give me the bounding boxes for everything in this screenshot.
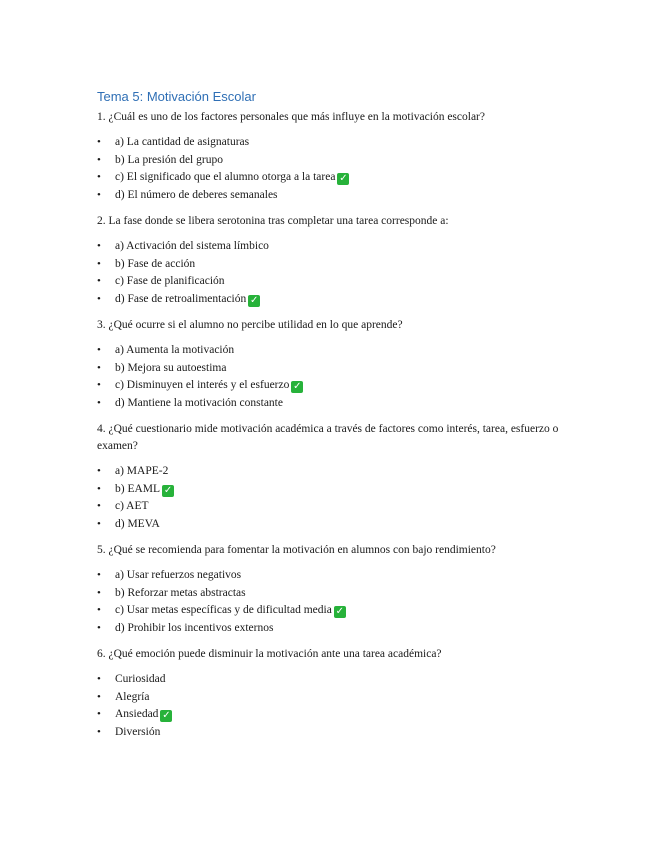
bullet-icon: • bbox=[97, 188, 101, 201]
bullet-icon: • bbox=[97, 708, 101, 720]
bullet-icon: • bbox=[97, 396, 101, 409]
option-label: a) Aumenta la motivación bbox=[115, 344, 235, 356]
correct-answer-check-icon: ✓ bbox=[162, 710, 171, 721]
question-block bbox=[97, 317, 567, 412]
option-item bbox=[97, 377, 567, 395]
option-label: d) Prohibir los incentivos externos bbox=[115, 621, 274, 634]
bullet-icon: • bbox=[97, 379, 101, 391]
option-list bbox=[97, 567, 567, 637]
option-label: Diversión bbox=[115, 725, 161, 738]
option-item bbox=[97, 689, 567, 707]
bullet-icon: • bbox=[97, 257, 101, 270]
bullet-icon: • bbox=[97, 240, 101, 252]
option-item bbox=[97, 585, 567, 603]
option-label: a) Usar refuerzos negativos bbox=[115, 569, 242, 581]
option-item bbox=[97, 516, 567, 534]
option-list bbox=[97, 463, 567, 533]
option-label: a) MAPE-2 bbox=[115, 465, 169, 477]
option-label: a) Activación del sistema límbico bbox=[115, 240, 269, 252]
document-page bbox=[97, 89, 567, 750]
question-text: 4. ¿Qué cuestionario mide motivación académica a través de factores como interés, tarea, esfuerzo o examen? bbox=[97, 423, 559, 452]
option-item bbox=[97, 360, 567, 378]
correct-answer-check-icon: ✓ bbox=[250, 294, 259, 306]
option-label: c) Usar metas específicas y de dificultad media bbox=[115, 604, 332, 616]
option-item bbox=[97, 671, 567, 689]
question-block bbox=[97, 421, 567, 533]
question-block bbox=[97, 646, 567, 741]
bullet-icon: • bbox=[97, 569, 101, 581]
option-label: d) MEVA bbox=[115, 517, 160, 530]
option-item bbox=[97, 602, 567, 620]
option-label: b) La presión del grupo bbox=[115, 153, 223, 166]
option-item bbox=[97, 620, 567, 638]
option-item bbox=[97, 134, 567, 152]
question-text: 5. ¿Qué se recomienda para fomentar la motivación en alumnos con bajo rendimiento? bbox=[97, 544, 496, 556]
option-item bbox=[97, 152, 567, 170]
bullet-icon: • bbox=[97, 673, 101, 685]
option-list bbox=[97, 238, 567, 308]
bullet-icon: • bbox=[97, 586, 101, 599]
option-label: b) EAML bbox=[115, 482, 161, 495]
option-item bbox=[97, 724, 567, 742]
option-item bbox=[97, 238, 567, 256]
question-text: 6. ¿Qué emoción puede disminuir la motivación ante una tarea académica? bbox=[97, 648, 442, 660]
bullet-icon: • bbox=[97, 292, 101, 305]
option-label: c) El significado que el alumno otorga a la tarea bbox=[115, 171, 336, 183]
bullet-icon: • bbox=[97, 621, 101, 634]
option-item bbox=[97, 273, 567, 291]
bullet-icon: • bbox=[97, 136, 101, 148]
bullet-icon: • bbox=[97, 517, 101, 530]
option-item bbox=[97, 187, 567, 205]
option-label: b) Fase de acción bbox=[115, 257, 196, 270]
option-item bbox=[97, 256, 567, 274]
option-item bbox=[97, 342, 567, 360]
bullet-icon: • bbox=[97, 500, 101, 512]
bullet-icon: • bbox=[97, 344, 101, 356]
option-item bbox=[97, 481, 567, 499]
bullet-icon: • bbox=[97, 153, 101, 166]
question-list bbox=[97, 109, 567, 741]
bullet-icon: • bbox=[97, 725, 101, 738]
bullet-icon: • bbox=[97, 604, 101, 616]
option-label: c) Disminuyen el interés y el esfuerzo bbox=[115, 379, 290, 391]
option-label: c) Fase de planificación bbox=[115, 275, 225, 287]
option-list bbox=[97, 671, 567, 741]
document-title: Tema 5: Motivación Escolar bbox=[97, 89, 256, 104]
option-item bbox=[97, 706, 567, 724]
bullet-icon: • bbox=[97, 465, 101, 477]
correct-answer-check-icon: ✓ bbox=[293, 381, 302, 392]
option-label: a) La cantidad de asignaturas bbox=[115, 136, 250, 148]
question-text: 1. ¿Cuál es uno de los factores personales que más influye en la motivación escolar? bbox=[97, 111, 485, 123]
option-label: d) Mantiene la motivación constante bbox=[115, 396, 283, 409]
option-label: Alegría bbox=[115, 690, 150, 703]
bullet-icon: • bbox=[97, 275, 101, 287]
option-item bbox=[97, 463, 567, 481]
option-item bbox=[97, 498, 567, 516]
question-block bbox=[97, 109, 567, 204]
bullet-icon: • bbox=[97, 482, 101, 495]
option-item bbox=[97, 169, 567, 187]
correct-answer-check-icon: ✓ bbox=[335, 606, 344, 617]
bullet-icon: • bbox=[97, 361, 101, 374]
option-list bbox=[97, 342, 567, 412]
question-text: 2. La fase donde se libera serotonina tras completar una tarea corresponde a: bbox=[97, 215, 449, 227]
option-item bbox=[97, 567, 567, 585]
option-item bbox=[97, 291, 567, 309]
correct-answer-check-icon: ✓ bbox=[163, 484, 173, 496]
question-block bbox=[97, 542, 567, 637]
option-label: d) El número de deberes semanales bbox=[115, 188, 278, 201]
option-item bbox=[97, 395, 567, 413]
option-label: b) Reforzar metas abstractas bbox=[115, 586, 246, 599]
bullet-icon: • bbox=[97, 690, 101, 703]
option-label: Ansiedad bbox=[115, 708, 159, 720]
correct-answer-check-icon: ✓ bbox=[339, 173, 348, 184]
bullet-icon: • bbox=[97, 171, 101, 183]
option-label: Curiosidad bbox=[115, 673, 166, 685]
option-label: b) Mejora su autoestima bbox=[115, 361, 227, 374]
option-list bbox=[97, 134, 567, 204]
option-label: c) AET bbox=[115, 500, 149, 512]
option-label: d) Fase de retroalimentación bbox=[115, 292, 247, 305]
question-block bbox=[97, 213, 567, 308]
question-text: 3. ¿Qué ocurre si el alumno no percibe utilidad en lo que aprende? bbox=[97, 319, 403, 331]
